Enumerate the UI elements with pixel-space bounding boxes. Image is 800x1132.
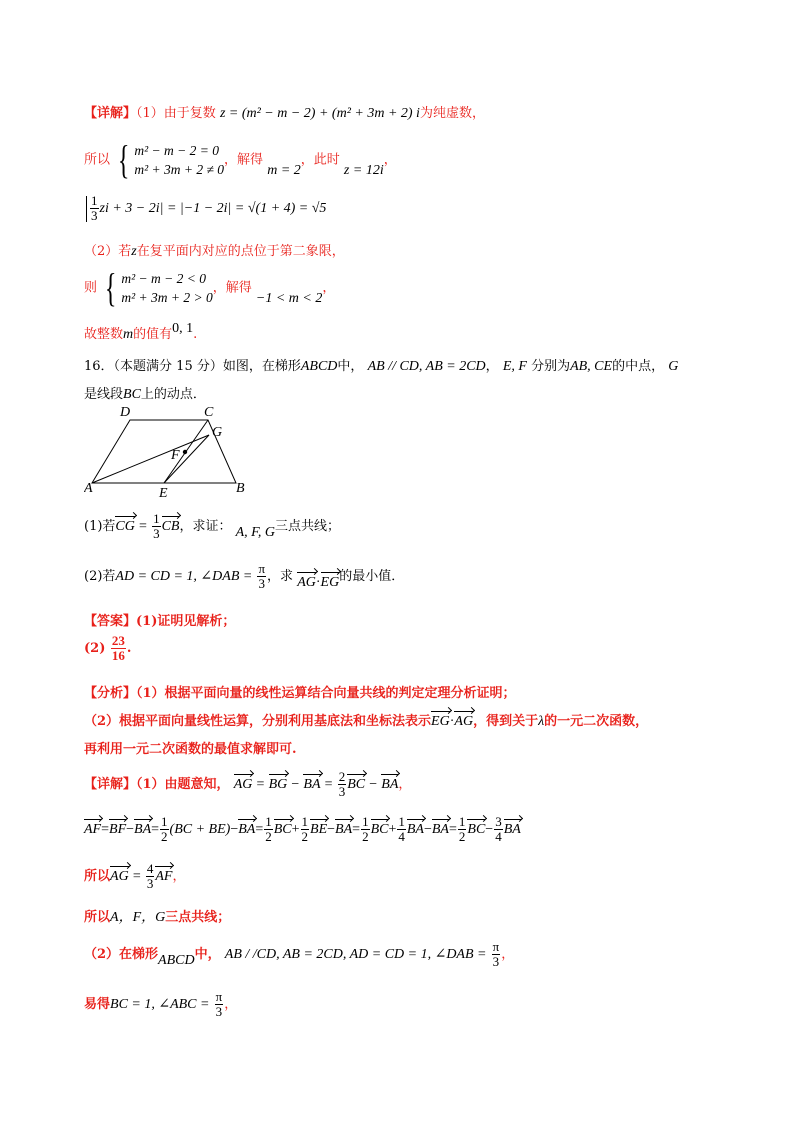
vector-ag: AG xyxy=(454,714,474,729)
detail-part2-line-1 xyxy=(84,940,514,969)
fraction: $\frac{1}{2}$ xyxy=(265,814,272,844)
vector-bc: BC xyxy=(467,822,486,837)
answer-heading: 【答案】 xyxy=(84,614,137,629)
vector-ba: BA xyxy=(431,822,449,837)
vector-bf: BF xyxy=(109,822,127,837)
text: 所以 xyxy=(84,910,111,925)
equals: = xyxy=(448,822,457,837)
detail-heading: 【详解】 xyxy=(84,106,137,121)
text: （1）由于复数 xyxy=(136,106,216,121)
text: . xyxy=(193,327,198,342)
equation: m² + 3m + 2 ≠ 0 xyxy=(134,162,225,177)
label-g: G xyxy=(212,425,223,440)
fraction: $\frac{23}{16}$ xyxy=(111,633,125,663)
formula: BC xyxy=(123,387,141,402)
equals: = xyxy=(255,822,264,837)
analysis-line-1 xyxy=(84,682,516,701)
text: 中， xyxy=(337,359,364,374)
detail-part1-line-4 xyxy=(84,906,230,926)
detail-part1-line-2 xyxy=(84,815,521,844)
formula: AB / /CD, AB = 2CD, AD = CD = 1, ∠DAB = xyxy=(224,947,487,962)
vector-ba: BA xyxy=(335,822,353,837)
text: ， xyxy=(322,280,336,296)
text: ，求证： xyxy=(179,519,232,534)
text: 分别为 xyxy=(531,359,571,374)
minus: − xyxy=(126,822,135,837)
detail-heading: 【详解】 xyxy=(84,777,137,792)
inequality: m² − m − 2 < 0 xyxy=(121,271,206,286)
text: ，得到关于 xyxy=(473,714,539,729)
analysis-line-3 xyxy=(84,738,297,757)
vector-ba: BA xyxy=(406,822,424,837)
text: ，此时 xyxy=(300,152,340,168)
dot: · xyxy=(315,575,321,590)
detail-part2-line-2 xyxy=(84,990,237,1019)
formula: G xyxy=(668,359,679,374)
fraction: $\frac{\pi}{3}$ xyxy=(258,561,266,591)
text: 是线段 xyxy=(84,387,124,402)
text: (1)证明见解析； xyxy=(136,614,236,629)
fraction: $\frac{3}{4}$ xyxy=(495,814,502,844)
formula: z = (m² − m − 2) + (m² + 3m + 2) i xyxy=(219,106,420,121)
fraction: $\frac{4}{3}$ xyxy=(146,861,154,891)
fraction: $\frac{1}{2}$ xyxy=(362,814,369,844)
fraction: $\frac{1}{2}$ xyxy=(458,814,466,844)
minus: − xyxy=(291,777,300,792)
equals: = xyxy=(139,519,147,534)
vector-af: AF xyxy=(155,869,173,884)
text: 的最小值． xyxy=(339,569,405,584)
text: （1）根据平面向量的线性运算结合向量共线的判定定理分析证明； xyxy=(136,686,516,701)
text: 为纯虚数， xyxy=(419,106,485,121)
vector-af: AF xyxy=(84,822,102,837)
equals: = xyxy=(352,822,361,837)
fraction: $\frac{\pi}{3}$ xyxy=(215,989,223,1019)
analysis-line-2 xyxy=(84,710,648,730)
inequality: m² + 3m + 2 > 0 xyxy=(121,290,213,305)
formula: z xyxy=(131,244,137,259)
text: ， xyxy=(398,777,412,792)
inequality-system: { m² − m − 2 < 0 m² + 3m + 2 > 0 xyxy=(104,265,213,310)
formula: m = 2 xyxy=(267,162,301,178)
analysis-heading: 【分析】 xyxy=(84,686,137,701)
vector-eg: EG xyxy=(431,714,450,729)
plus: + xyxy=(291,822,300,837)
equation-system: { m² − m − 2 = 0 m² + 3m + 2 ≠ 0 xyxy=(117,137,225,182)
text: （2）若 xyxy=(84,244,132,259)
vector-be: BE xyxy=(310,822,328,837)
vector-bc: BC xyxy=(273,822,292,837)
text: ， xyxy=(501,947,515,962)
minus: − xyxy=(327,822,336,837)
formula: z = 12i xyxy=(343,162,384,178)
text: (1)若 xyxy=(84,519,116,534)
label-a: A xyxy=(84,481,93,496)
fraction: $\frac{2}{3}$ xyxy=(338,769,346,799)
minus: − xyxy=(230,822,239,837)
vector-ba: BA xyxy=(134,822,152,837)
fraction: $\frac{1}{2}$ xyxy=(161,814,168,844)
detail-line-2 xyxy=(84,137,397,182)
detail-part1-line-1 xyxy=(84,770,411,799)
lambda: λ xyxy=(538,714,545,729)
text: （2）根据平面向量线性运算，分别利用基底法和坐标法表示 xyxy=(84,714,432,729)
text: ， xyxy=(485,359,499,374)
formula: ABCD xyxy=(300,359,338,374)
detail-line-6 xyxy=(84,323,197,343)
formula: 0, 1 xyxy=(172,321,194,336)
label-f: F xyxy=(171,448,180,463)
detail-line-3 xyxy=(84,194,326,223)
text: ， xyxy=(172,869,186,884)
equals: = xyxy=(256,777,265,792)
question-number: 16． xyxy=(84,359,114,374)
text: ， xyxy=(383,152,397,168)
formula: A，F，G xyxy=(110,910,166,925)
vector-ba: BA xyxy=(238,822,256,837)
text: （本题满分 15 分）如图，在梯形 xyxy=(113,359,301,374)
minus: − xyxy=(485,822,494,837)
question-16-part-1 xyxy=(84,512,340,541)
minus: − xyxy=(423,822,432,837)
fraction: $\frac{1}{3}$ xyxy=(153,511,160,541)
minus: − xyxy=(369,777,378,792)
formula: BC = 1, ∠ABC = xyxy=(110,997,210,1012)
vector-cb: CB xyxy=(161,519,180,534)
vector-ba: BA xyxy=(503,822,521,837)
text: ，解得 xyxy=(224,152,264,168)
equals: = xyxy=(324,777,333,792)
question-16-line-2 xyxy=(84,383,206,403)
vector-cg: CG xyxy=(115,519,135,534)
text: （2）在梯形 xyxy=(84,947,159,962)
equals: = xyxy=(132,869,141,884)
label-e: E xyxy=(159,486,168,500)
vector-ag: AG xyxy=(110,869,129,884)
fraction: $\frac{1}{2}$ xyxy=(301,814,309,844)
detail-part1-line-3 xyxy=(84,862,186,891)
formula: AD = CD = 1, ∠DAB = xyxy=(115,569,253,584)
formula: ABCD xyxy=(158,953,195,968)
text: 在复平面内对应的点位于第二象限， xyxy=(136,244,345,259)
text: 中， xyxy=(194,947,221,962)
formula: AB, CE xyxy=(570,359,613,374)
fraction: $\frac{1}{4}$ xyxy=(398,814,405,844)
equals: = xyxy=(151,822,160,837)
formula: A, F, G xyxy=(235,525,276,540)
formula: −1 < m < 2 xyxy=(255,290,323,306)
text: 所以 xyxy=(84,152,111,168)
text: (2)若 xyxy=(84,569,116,584)
vector-ba: BA xyxy=(381,777,399,792)
equals: = xyxy=(101,822,110,837)
vector-eg: EG xyxy=(320,575,340,590)
detail-line-4 xyxy=(84,240,345,260)
label-d: D xyxy=(120,405,131,420)
plus: + xyxy=(388,822,397,837)
text: 所以 xyxy=(84,869,111,884)
vector-ag: AG xyxy=(297,575,316,590)
text: ，解得 xyxy=(212,280,252,296)
text: 的值有 xyxy=(133,327,173,342)
answer-line-2 xyxy=(84,634,131,663)
fraction: $\frac{1}{3}$ xyxy=(91,193,98,223)
text: . xyxy=(126,641,132,656)
segment-ag xyxy=(92,435,209,483)
text: 再利用一元二次函数的最值求解即可. xyxy=(84,742,297,757)
text: 三点共线； xyxy=(275,519,341,534)
point-f xyxy=(183,450,187,454)
vector-bc: BC xyxy=(370,822,389,837)
formula: m xyxy=(123,327,134,342)
text: ，求 xyxy=(267,569,294,584)
vector-bg: BG xyxy=(268,777,288,792)
text: （1）由题意知， xyxy=(136,777,230,792)
label-c: C xyxy=(204,405,214,420)
vector-ag: AG xyxy=(233,777,253,792)
trapezoid-diagram xyxy=(84,402,254,500)
question-16-line-1 xyxy=(84,355,678,375)
answer-line-1 xyxy=(84,610,235,629)
text: (2) xyxy=(84,641,106,656)
question-16-part-2 xyxy=(84,562,404,591)
formula: AB // CD, AB = 2CD xyxy=(367,359,486,374)
formula: (BC + BE) xyxy=(169,822,231,837)
label-b: B xyxy=(236,481,245,496)
text: 易得 xyxy=(84,997,111,1012)
text: 上的动点． xyxy=(140,387,206,402)
text: 故整数 xyxy=(84,327,124,342)
vector-bc: BC xyxy=(347,777,366,792)
formula: E, F xyxy=(502,359,527,374)
fraction: $\frac{\pi}{3}$ xyxy=(492,939,500,969)
text: 的中点， xyxy=(612,359,665,374)
detail-line-1 xyxy=(84,102,485,122)
text: ， xyxy=(224,997,238,1012)
formula: zi + 3 − 2i| = |−1 − 2i| = √(1 + 4) = √5 xyxy=(99,201,327,216)
detail-line-5 xyxy=(84,265,336,310)
equation: m² − m − 2 = 0 xyxy=(134,143,219,158)
dot: · xyxy=(449,714,455,729)
text: 则 xyxy=(84,280,98,296)
text: 三点共线； xyxy=(165,910,231,925)
text: 的一元二次函数， xyxy=(544,714,649,729)
vector-ba: BA xyxy=(303,777,321,792)
